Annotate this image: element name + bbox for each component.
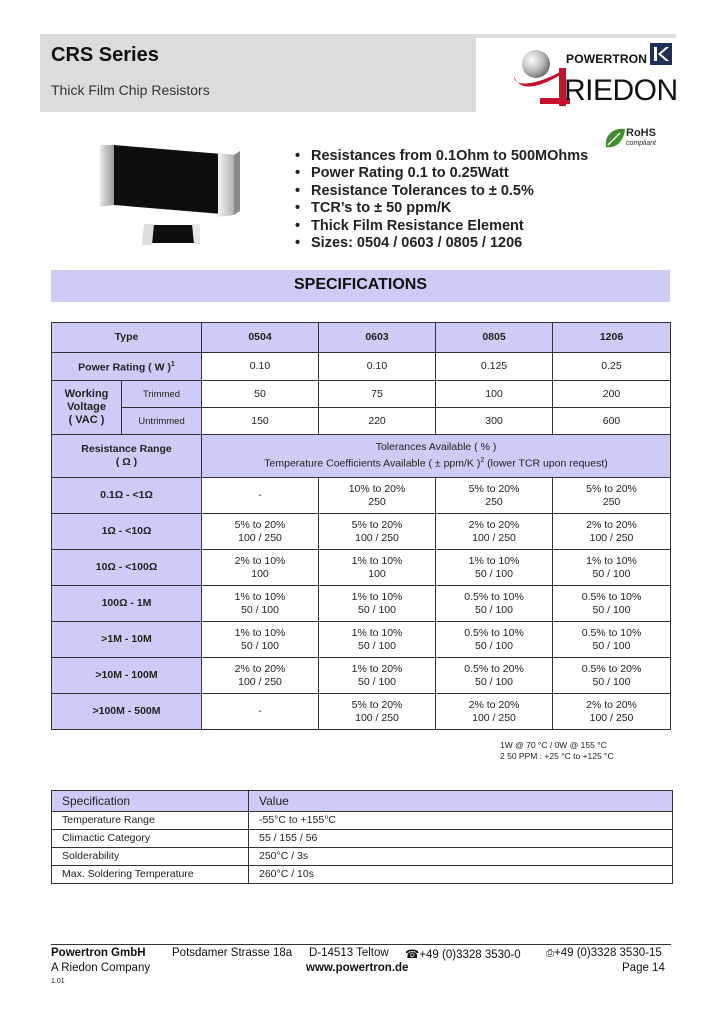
feature-item: • Power Rating 0.1 to 0.25Watt	[295, 165, 588, 182]
footer-phone: ☎+49 (0)3328 3530-0	[405, 949, 521, 961]
table-row	[52, 622, 671, 658]
specifications-heading: SPECIFICATIONS	[51, 270, 670, 302]
spec-value: -55°C to +155°C	[249, 812, 673, 830]
range-cell: 5% to 20% 250	[436, 478, 553, 514]
rohs-label: RoHS	[626, 127, 656, 139]
trimmed-value: 75	[319, 381, 436, 408]
range-cell: -	[202, 478, 319, 514]
footer-city: D-14513 Teltow	[309, 947, 389, 959]
resistance-range-label: Resistance Range ( Ω )	[52, 435, 202, 478]
footer-website-link[interactable]: www.powertron.de	[306, 962, 409, 974]
range-cell: 2% to 20% 100 / 250	[436, 514, 553, 550]
size-header: 0504	[202, 323, 319, 353]
table-row	[52, 694, 671, 730]
logo-globe-icon	[512, 46, 572, 106]
untrimmed-value: 150	[202, 408, 319, 435]
range-label: 100Ω - 1M	[52, 586, 202, 622]
range-label: >1M - 10M	[52, 622, 202, 658]
range-cell: 2% to 20% 100 / 250	[553, 694, 671, 730]
power-value: 0.10	[319, 353, 436, 381]
logo-k-icon	[650, 43, 672, 65]
range-cell: 0.5% to 10% 50 / 100	[436, 586, 553, 622]
footer-riedon: A Riedon Company	[51, 962, 151, 974]
specification-table	[51, 322, 671, 730]
spec-name: Max. Soldering Temperature	[52, 866, 249, 884]
type-header: Type	[52, 323, 202, 353]
tolerance-header: Tolerances Available ( % ) Temperature Coefficients Available ( ± ppm/K )$^2$ (lower TCR upon request)	[202, 435, 671, 478]
range-cell: 2% to 10% 100	[202, 550, 319, 586]
footer-revision: 1.01	[51, 978, 65, 985]
range-cell: 2% to 20% 100 / 250	[202, 658, 319, 694]
feature-item: • Resistance Tolerances to ± 0.5%	[295, 183, 588, 200]
feature-item: • Sizes: 0504 / 0603 / 0805 / 1206	[295, 235, 588, 252]
table-row	[52, 830, 673, 848]
power-rating-label: Power Rating ( W )$^1$	[52, 353, 202, 381]
table-header-row	[52, 791, 673, 812]
value-column-header: Value	[249, 791, 673, 812]
spec-name: Climactic Category	[52, 830, 249, 848]
untrimmed-value: 600	[553, 408, 671, 435]
spec-value: 260°C / 10s	[249, 866, 673, 884]
table-row	[52, 478, 671, 514]
rohs-badge	[604, 127, 664, 151]
footnote-2: 2 50 PPM : +25 °C to +125 °C	[500, 751, 614, 761]
feature-list	[295, 148, 588, 252]
footer-company: Powertron GmbH	[51, 947, 146, 959]
range-cell: 5% to 20% 100 / 250	[319, 694, 436, 730]
spec-value: 55 / 155 / 56	[249, 830, 673, 848]
working-voltage-label: Working Voltage ( VAC )	[52, 381, 122, 435]
range-label: 0.1Ω - <1Ω	[52, 478, 202, 514]
range-cell: -	[202, 694, 319, 730]
company-logo	[476, 38, 676, 112]
range-cell: 0.5% to 10% 50 / 100	[553, 622, 671, 658]
range-cell: 0.5% to 20% 50 / 100	[436, 658, 553, 694]
footer-address: Potsdamer Strasse 18a	[172, 947, 293, 959]
spec-value: 250°C / 3s	[249, 848, 673, 866]
footer-fax: ⎙+49 (0)3328 3530-15	[546, 947, 662, 959]
range-label: >100M - 500M	[52, 694, 202, 730]
table-row	[52, 658, 671, 694]
footer-page-number: Page 14	[622, 962, 665, 974]
range-cell: 1% to 20% 50 / 100	[319, 658, 436, 694]
size-header: 1206	[553, 323, 671, 353]
table-row	[52, 353, 671, 381]
document-header	[40, 34, 676, 112]
table-row	[52, 435, 671, 478]
range-cell: 2% to 20% 100 / 250	[436, 694, 553, 730]
table-row	[52, 381, 671, 408]
feature-item: • Thick Film Resistance Element	[295, 218, 588, 235]
table-row	[52, 550, 671, 586]
range-cell: 1% to 10% 50 / 100	[202, 586, 319, 622]
untrimmed-label: Untrimmed	[122, 408, 202, 435]
range-label: 1Ω - <10Ω	[52, 514, 202, 550]
fax-icon: ⎙	[546, 948, 554, 959]
range-label: 10Ω - <100Ω	[52, 550, 202, 586]
range-cell: 1% to 10% 50 / 100	[319, 622, 436, 658]
trimmed-value: 100	[436, 381, 553, 408]
range-cell: 0.5% to 10% 50 / 100	[553, 586, 671, 622]
page-subtitle: Thick Film Chip Resistors	[51, 82, 210, 98]
logo-powertron-text: POWERTRON	[566, 52, 648, 66]
spec-name: Temperature Range	[52, 812, 249, 830]
range-cell: 2% to 20% 100 / 250	[553, 514, 671, 550]
trimmed-label: Trimmed	[122, 381, 202, 408]
spec-column-header: Specification	[52, 791, 249, 812]
power-value: 0.25	[553, 353, 671, 381]
range-cell: 1% to 10% 50 / 100	[202, 622, 319, 658]
size-header: 0805	[436, 323, 553, 353]
rohs-leaf-icon	[604, 127, 626, 151]
range-cell: 5% to 20% 250	[553, 478, 671, 514]
trimmed-value: 50	[202, 381, 319, 408]
rohs-compliant-label: compliant	[626, 140, 656, 147]
untrimmed-value: 220	[319, 408, 436, 435]
range-cell: 5% to 20% 100 / 250	[319, 514, 436, 550]
range-cell: 1% to 10% 100	[319, 550, 436, 586]
range-cell: 5% to 20% 100 / 250	[202, 514, 319, 550]
general-spec-table	[51, 790, 673, 884]
table-row	[52, 848, 673, 866]
table-header-row	[52, 323, 671, 353]
feature-item: • TCR’s to ± 50 ppm/K	[295, 200, 588, 217]
trimmed-value: 200	[553, 381, 671, 408]
range-label: >10M - 100M	[52, 658, 202, 694]
spec-name: Solderability	[52, 848, 249, 866]
power-value: 0.125	[436, 353, 553, 381]
chip-resistor-image	[100, 145, 240, 250]
table-row	[52, 812, 673, 830]
footnote-1: 1W @ 70 °C / 0W @ 155 °C	[500, 740, 607, 750]
range-cell: 0.5% to 10% 50 / 100	[436, 622, 553, 658]
footer-divider	[51, 944, 671, 945]
logo-riedon-text: RIEDON	[564, 74, 678, 107]
table-row	[52, 586, 671, 622]
page-title: CRS Series	[51, 44, 159, 66]
range-cell: 1% to 10% 50 / 100	[436, 550, 553, 586]
size-header: 0603	[319, 323, 436, 353]
feature-item: • Resistances from 0.1Ohm to 500MOhms	[295, 148, 588, 165]
untrimmed-value: 300	[436, 408, 553, 435]
table-row	[52, 866, 673, 884]
range-cell: 1% to 10% 50 / 100	[553, 550, 671, 586]
range-cell: 0.5% to 20% 50 / 100	[553, 658, 671, 694]
table-row	[52, 408, 671, 435]
range-cell: 1% to 10% 50 / 100	[319, 586, 436, 622]
table-row	[52, 514, 671, 550]
range-cell: 10% to 20% 250	[319, 478, 436, 514]
power-value: 0.10	[202, 353, 319, 381]
